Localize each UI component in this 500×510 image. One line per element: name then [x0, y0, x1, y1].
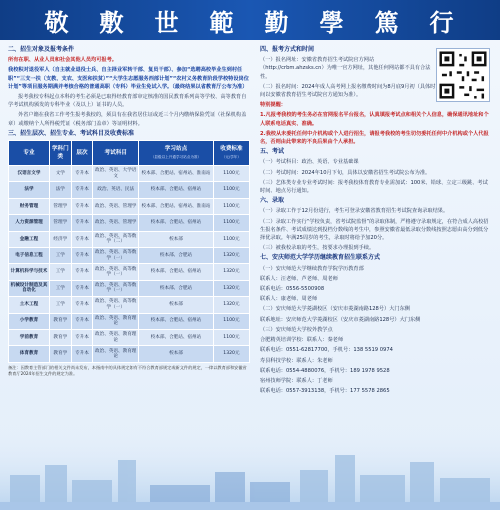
arts-sports-exam-text: （三）艺体类专业专业考试时间：报考我校体育教育专业需加试：100米、铅球、立定三级跳、考试时间、地点另行通知。 [260, 179, 488, 195]
major-cell: 人力资源管理 [9, 215, 50, 231]
reminder-2-text: 2.我校从未委托任何中介机构或个人进行招生，请报考我校的考生切勿委托任何中介机构或个人代报名，否则由此带来的不良后果由个人承担。 [260, 130, 489, 146]
fee-cell: 1100元 [213, 198, 249, 214]
motto-char: 勤 [264, 7, 291, 37]
site-cell: 校本部、合肥站、宿州站、淮南站 [139, 166, 214, 182]
motto-char: 敬 [44, 7, 71, 37]
subject-cell: 管理学 [49, 215, 71, 231]
motto-char: 學 [319, 7, 346, 37]
contact-line: 合肥精英培训学校：联系人：秦老师 [260, 337, 344, 344]
section-6-title: 六、录取 [260, 197, 285, 205]
qr-code-graphic [437, 49, 489, 101]
subject-cell: 教育学 [49, 346, 71, 362]
site-cell: 校本部、合肥站、宿州站 [139, 329, 214, 345]
table-row [9, 280, 250, 296]
fee-cell: 1320元 [213, 264, 249, 280]
site-cell: 校本部 [139, 297, 214, 313]
subject-cell: 工学 [49, 297, 71, 313]
level-cell: 专升本 [71, 247, 93, 263]
table-row [9, 264, 250, 280]
level-cell: 专升本 [71, 182, 93, 198]
contact-line: （一）安庆师范大学继续教育学院学历教育部 [260, 265, 364, 272]
exam-cell: 政治、英语、教育理论 [93, 346, 139, 362]
exam-cell: 政治、英语、教育理论 [93, 313, 139, 329]
exam-cell: 政治、英语、管理学 [93, 215, 139, 231]
contact-line: 联系电话：0554-4880076，手机号：189 1978 9528 [260, 367, 390, 374]
major-cell: 小学教育 [9, 313, 50, 329]
site-cell: 校本部、合肥站、宿州站 [139, 215, 214, 231]
fee-cell: 1100元 [213, 215, 249, 231]
table-row [9, 182, 250, 198]
level-cell: 专升本 [71, 313, 93, 329]
contact-line: 联系电话：0557-3913138，手机号：177 5578 2865 [260, 388, 390, 395]
fee-cell: 1100元 [213, 231, 249, 247]
table-row [9, 215, 250, 231]
motto-banner [0, 0, 500, 40]
contact-line: （二）安庆师范大学菱湖校区（安庆市菱湖南路128号）大门东侧 [260, 306, 410, 313]
major-cell: 学前教育 [9, 329, 50, 345]
site-cell: 校本部、合肥站、宿州站 [139, 182, 214, 198]
contact-line: 联系地址：安庆师范大学菱湖校区（安庆市菱湖南路128号）大门东侧 [260, 316, 421, 323]
fee-cell: 1320元 [213, 280, 249, 296]
site-cell: 校本部 [139, 346, 214, 362]
subject-cell: 文学 [49, 166, 71, 182]
table-row [9, 329, 250, 345]
registration-time-text: （二）报名时间：2024年成人高考网上报名缴费时间为8月底9月初（具体时间以安徽省教育招生考试院官方通知为准）。 [260, 83, 436, 99]
subject-cell: 教育学 [49, 313, 71, 329]
fee-header-label: 收费标准 [220, 145, 243, 152]
major-cell: 金融工程 [9, 231, 50, 247]
site-header-label: 学习站点 [164, 145, 188, 152]
subject-cell: 法学 [49, 182, 71, 198]
major-cell: 体育教育 [9, 346, 50, 362]
contact-line: 寿县科技学校：联系人：朱老师 [260, 357, 333, 364]
table-footnote: 备注：因教育主管部门的相关文件尚未发布，本指南中的具体规定如有不符合教育部规定或新文件的规定，一律以教育部和安徽省教育厅2024年招生文件的规定为准。 [8, 364, 247, 376]
col-header-major: 专业 [9, 141, 50, 166]
section-5-title: 五、考试 [260, 148, 285, 156]
admission-rules-text: （二）录取工作实行“学校负责，省考试院监督”的录取体制，严格遵守录取规定，在符合成人高校招生报名条件、考试成绩达到投档分数线的考生中，参照安徽省最低录取分数线按照志愿由高分到低分择优录取。年满25周岁的考生，录取时将给予加20分。 [260, 218, 489, 242]
fee-header-note: （元/学年） [221, 155, 241, 160]
contact-line: （三）安庆师范大学校外教学点 [260, 326, 333, 333]
motto-char: 敷 [99, 7, 126, 37]
motto-char: 世 [154, 7, 181, 37]
subject-cell: 工学 [49, 264, 71, 280]
col-header-fee [213, 141, 249, 166]
admission-time-text: （一）录取工作于12月份进行，考生可登录安徽省教育招生考试院查询录取结果。 [260, 208, 449, 215]
subject-cell: 管理学 [49, 198, 71, 214]
exam-cell: 政治、英语、高等数学（一） [93, 297, 139, 313]
exam-cell: 政治、英语、高等数学（二） [93, 231, 139, 247]
subject-cell: 经济学 [49, 231, 71, 247]
exam-cell: 政治、英语、教育理论 [93, 329, 139, 345]
subject-cell: 工学 [49, 247, 71, 263]
qr-code-icon[interactable] [436, 48, 490, 102]
major-cell: 土木工程 [9, 297, 50, 313]
site-cell: 校本部 [139, 231, 214, 247]
exam-cell: 政治、英语、民法 [93, 182, 139, 198]
level-cell: 专升本 [71, 346, 93, 362]
exam-subjects-text: （一）考试科目：政治、英语、专业基础课 [260, 159, 359, 166]
site-cell: 校本部、合肥站、宿州站 [139, 313, 214, 329]
contact-line: 联系电话：0551-62817700，手机号：138 5519 0974 [260, 347, 393, 354]
upgrade-requirement-text: 报考我校专科起点本科的考生必须是已取得经教育部审定核准的国民教育系列高等学校、高等教育自学考试机构颁发的专科毕业（及以上）证书的人员。 [8, 94, 247, 109]
exam-cell: 政治、英语、高等数学（一） [93, 247, 139, 263]
level-cell: 专升本 [71, 329, 93, 345]
site-cell: 校本部、合肥站 [139, 280, 214, 296]
level-cell: 专升本 [71, 166, 93, 182]
col-header-level: 层次 [71, 141, 93, 166]
exam-cell: 政治、英语、高等数学（一） [93, 280, 139, 296]
exam-cell: 政治、英语、管理学 [93, 198, 139, 214]
fee-cell: 1100元 [213, 329, 249, 345]
motto-char: 篤 [374, 7, 401, 37]
col-header-subject: 学科门类 [49, 141, 71, 166]
major-cell: 机械设计制造及其自动化 [9, 280, 50, 296]
fee-cell: 1100元 [213, 313, 249, 329]
fee-cell: 1100元 [213, 166, 249, 182]
major-cell: 计算机科学与技术 [9, 264, 50, 280]
contact-line: 联系人：汪老师、芦老师、周老师 [260, 275, 338, 282]
left-column [8, 44, 250, 397]
fee-cell: 1320元 [213, 297, 249, 313]
contact-line: 联系人：康老师、周老师 [260, 296, 318, 303]
table-row [9, 231, 250, 247]
contact-line: 联系电话：0556-5500908 [260, 286, 325, 293]
exam-time-text: （二）考试时间：2024年10月下旬，具体以安徽省招生考试院公布为准。 [260, 169, 431, 176]
campus-skyline-illustration [0, 430, 500, 510]
exam-cell: 政治、英语、大学语文 [93, 166, 139, 182]
out-of-province-text: 外省户籍在我省工作考生报考我校的，须具有在我省居住证或近三个月内缴纳保险凭证（社保机构盖章）或缴纳个人所得税凭证（税务部门盖章）等证明材料。 [8, 112, 247, 127]
registration-site-text: （一）报名网址：安徽省教育招生考试院官方网站（http://crbm.ahzsks.cn）为唯一官方网址，其他任何网站都不具有合法性。 [260, 57, 431, 80]
subject-cell: 教育学 [49, 329, 71, 345]
motto-char: 行 [429, 7, 456, 37]
level-cell: 专升本 [71, 280, 93, 296]
level-cell: 专升本 [71, 215, 93, 231]
level-cell: 专升本 [71, 231, 93, 247]
subject-cell: 工学 [49, 280, 71, 296]
major-cell: 法学 [9, 182, 50, 198]
enrollment-text: （三）被我校录取的考生，按要求办理报到手续。 [260, 245, 375, 252]
site-cell: 校本部、合肥站、宿州站 [139, 264, 214, 280]
level-cell: 专升本 [71, 198, 93, 214]
site-header-note: （县级以上开通学习站点为准） [150, 155, 202, 160]
exemption-text: 我校积对退役军人（自主就业退役士兵、自主择业军转干部、复员干部）、参加“选聘高校毕业生到村任职”“三支一扶（支教、支农、支医和扶贫）”“大学生志愿服务西部计划”“农村义务教育阶段学校特设岗位计划”等项目服务期满并考核合格的普通高职（专科）毕业生免试入学。（最终结果以省教育厅公布为准） [8, 67, 249, 90]
table-row [9, 247, 250, 263]
major-cell: 电子信息工程 [9, 247, 50, 263]
section-4-title: 四、报考方式和时间 [260, 46, 315, 53]
col-header-exam: 考试科目 [93, 141, 139, 166]
fee-cell: 1100元 [213, 182, 249, 198]
section-2-title: 二、招生对象及报考条件 [8, 46, 75, 53]
section-3-title: 三、招生层次、招生专业、考试科目及收费标准 [8, 129, 135, 137]
special-reminder-label: 特别提醒： [260, 102, 286, 109]
table-row [9, 198, 250, 214]
site-cell: 校本部、合肥站 [139, 247, 214, 263]
reminder-1-text: 1.凡报考我校的考生务必在官网报名平台报名，认真填报考试点和相关个人信息，确保通讯地址和个人联系电话真实、准确。 [260, 112, 489, 127]
section-7-title: 七、安庆师范大学学历继续教育招生联系方式 [260, 254, 381, 262]
table-row [9, 166, 250, 182]
motto-char: 範 [209, 7, 236, 37]
site-cell: 校本部、合肥站、宿州站、淮南站 [139, 198, 214, 214]
eligibility-text: 所有在职、从业人员和社会其他人员均可报考。 [8, 57, 117, 64]
fee-cell: 1320元 [213, 247, 249, 263]
table-row [9, 346, 250, 362]
major-cell: 汉语言文学 [9, 166, 50, 182]
fee-cell: 1320元 [213, 346, 249, 362]
col-header-site [139, 141, 214, 166]
programs-table [8, 140, 250, 363]
table-row [9, 313, 250, 329]
level-cell: 专升本 [71, 297, 93, 313]
table-row [9, 297, 250, 313]
level-cell: 专升本 [71, 264, 93, 280]
major-cell: 财务管理 [9, 198, 50, 214]
contact-line: 宿州技师学院：联系人：丁老师 [260, 377, 333, 384]
exam-cell: 政治、英语、高等数学（一） [93, 264, 139, 280]
